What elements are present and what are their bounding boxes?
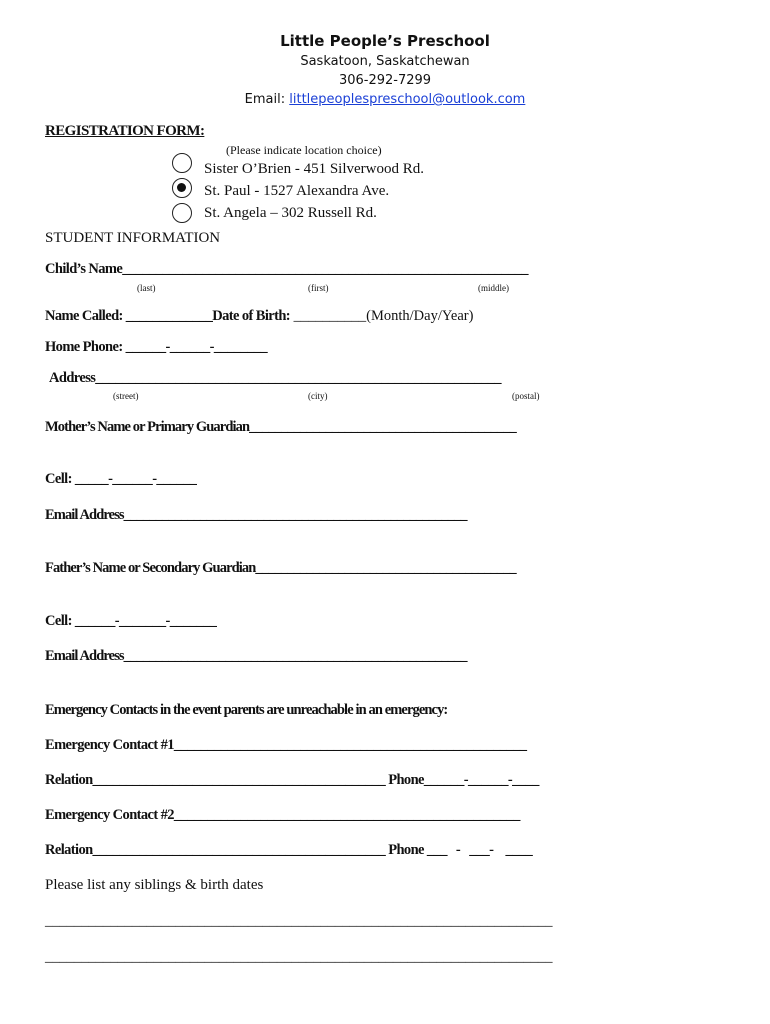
siblings-line-2[interactable]: ______________________________________________________________________ [45, 949, 553, 965]
dob-field[interactable]: __________(Month/Day/Year) [290, 308, 474, 324]
location-radio-st-angela[interactable] [172, 203, 192, 223]
school-name: Little People’s Preschool [280, 32, 490, 50]
location-note: (Please indicate location choice) [226, 143, 382, 157]
address-postal-hint: (postal) [512, 391, 540, 401]
mother-name-field[interactable]: Mother’s Name or Primary Guardian__________________________________________ [45, 419, 516, 435]
siblings-prompt: Please list any siblings & birth dates [45, 877, 264, 893]
father-name-field[interactable]: Father’s Name or Secondary Guardian_________________________________________ [45, 560, 516, 576]
registration-heading: REGISTRATION FORM: [45, 123, 205, 139]
siblings-line-1[interactable]: ______________________________________________________________________ [45, 913, 553, 929]
emergency-relation-1-row [45, 772, 539, 789]
emergency-relation-2-field[interactable]: Relation____________________________________________ [45, 842, 386, 858]
location-label-st-paul: St. Paul - 1527 Alexandra Ave. [204, 183, 390, 199]
location-radio-st-paul[interactable] [172, 178, 192, 198]
emergency-contact-1-field[interactable]: Emergency Contact #1_____________________________________________________ [45, 737, 527, 753]
radio-selected-dot [177, 183, 186, 192]
emergency-contact-2-field[interactable]: Emergency Contact #2____________________________________________________ [45, 807, 520, 823]
address-field[interactable]: Address_____________________________________________________________ [49, 370, 501, 386]
child-name-first-hint: (first) [308, 283, 329, 293]
mother-email-field[interactable]: Email Address______________________________________________________ [45, 507, 467, 523]
school-phone: 306-292-7299 [338, 73, 432, 88]
dob-label: Date of Birth: [212, 308, 291, 324]
email-link[interactable]: littlepeoplespreschool@outlook.com [289, 92, 526, 107]
name-called-dob-row [45, 308, 473, 325]
child-name-last-hint: (last) [137, 283, 156, 293]
mother-cell-field[interactable]: Cell: _____-______-______ [45, 471, 197, 487]
child-name-middle-hint: (middle) [478, 283, 509, 293]
address-street-hint: (street) [113, 391, 139, 401]
home-phone-field[interactable]: Home Phone: ______-______-________ [45, 339, 268, 355]
child-name-field[interactable]: Child’s Name_____________________________________________________________ [45, 261, 528, 277]
location-radio-sister-obrien[interactable] [172, 153, 192, 173]
location-label-st-angela: St. Angela – 302 Russell Rd. [204, 205, 377, 221]
student-section-title: STUDENT INFORMATION [45, 230, 221, 246]
school-city: Saskatoon, Saskatchewan [300, 54, 470, 69]
emergency-phone-1-field[interactable]: Phone______-______-____ [388, 772, 539, 788]
emergency-relation-1-field[interactable]: Relation____________________________________________ [45, 772, 386, 788]
address-city-hint: (city) [308, 391, 328, 401]
emergency-phone-2-field[interactable]: Phone ___ - ___- ____ [388, 842, 533, 858]
name-called-field[interactable]: Name Called: _____________ [45, 308, 213, 324]
father-cell-field[interactable]: Cell: ______-_______-_______ [45, 613, 217, 629]
location-label-sister-obrien: Sister O’Brien - 451 Silverwood Rd. [204, 161, 424, 177]
emergency-intro: Emergency Contacts in the event parents are unreachable in an emergency: [45, 702, 448, 718]
email-label: Email: [244, 92, 286, 107]
father-email-field[interactable]: Email Address______________________________________________________ [45, 648, 467, 664]
emergency-relation-2-row [45, 842, 532, 859]
school-email-row [0, 92, 770, 107]
